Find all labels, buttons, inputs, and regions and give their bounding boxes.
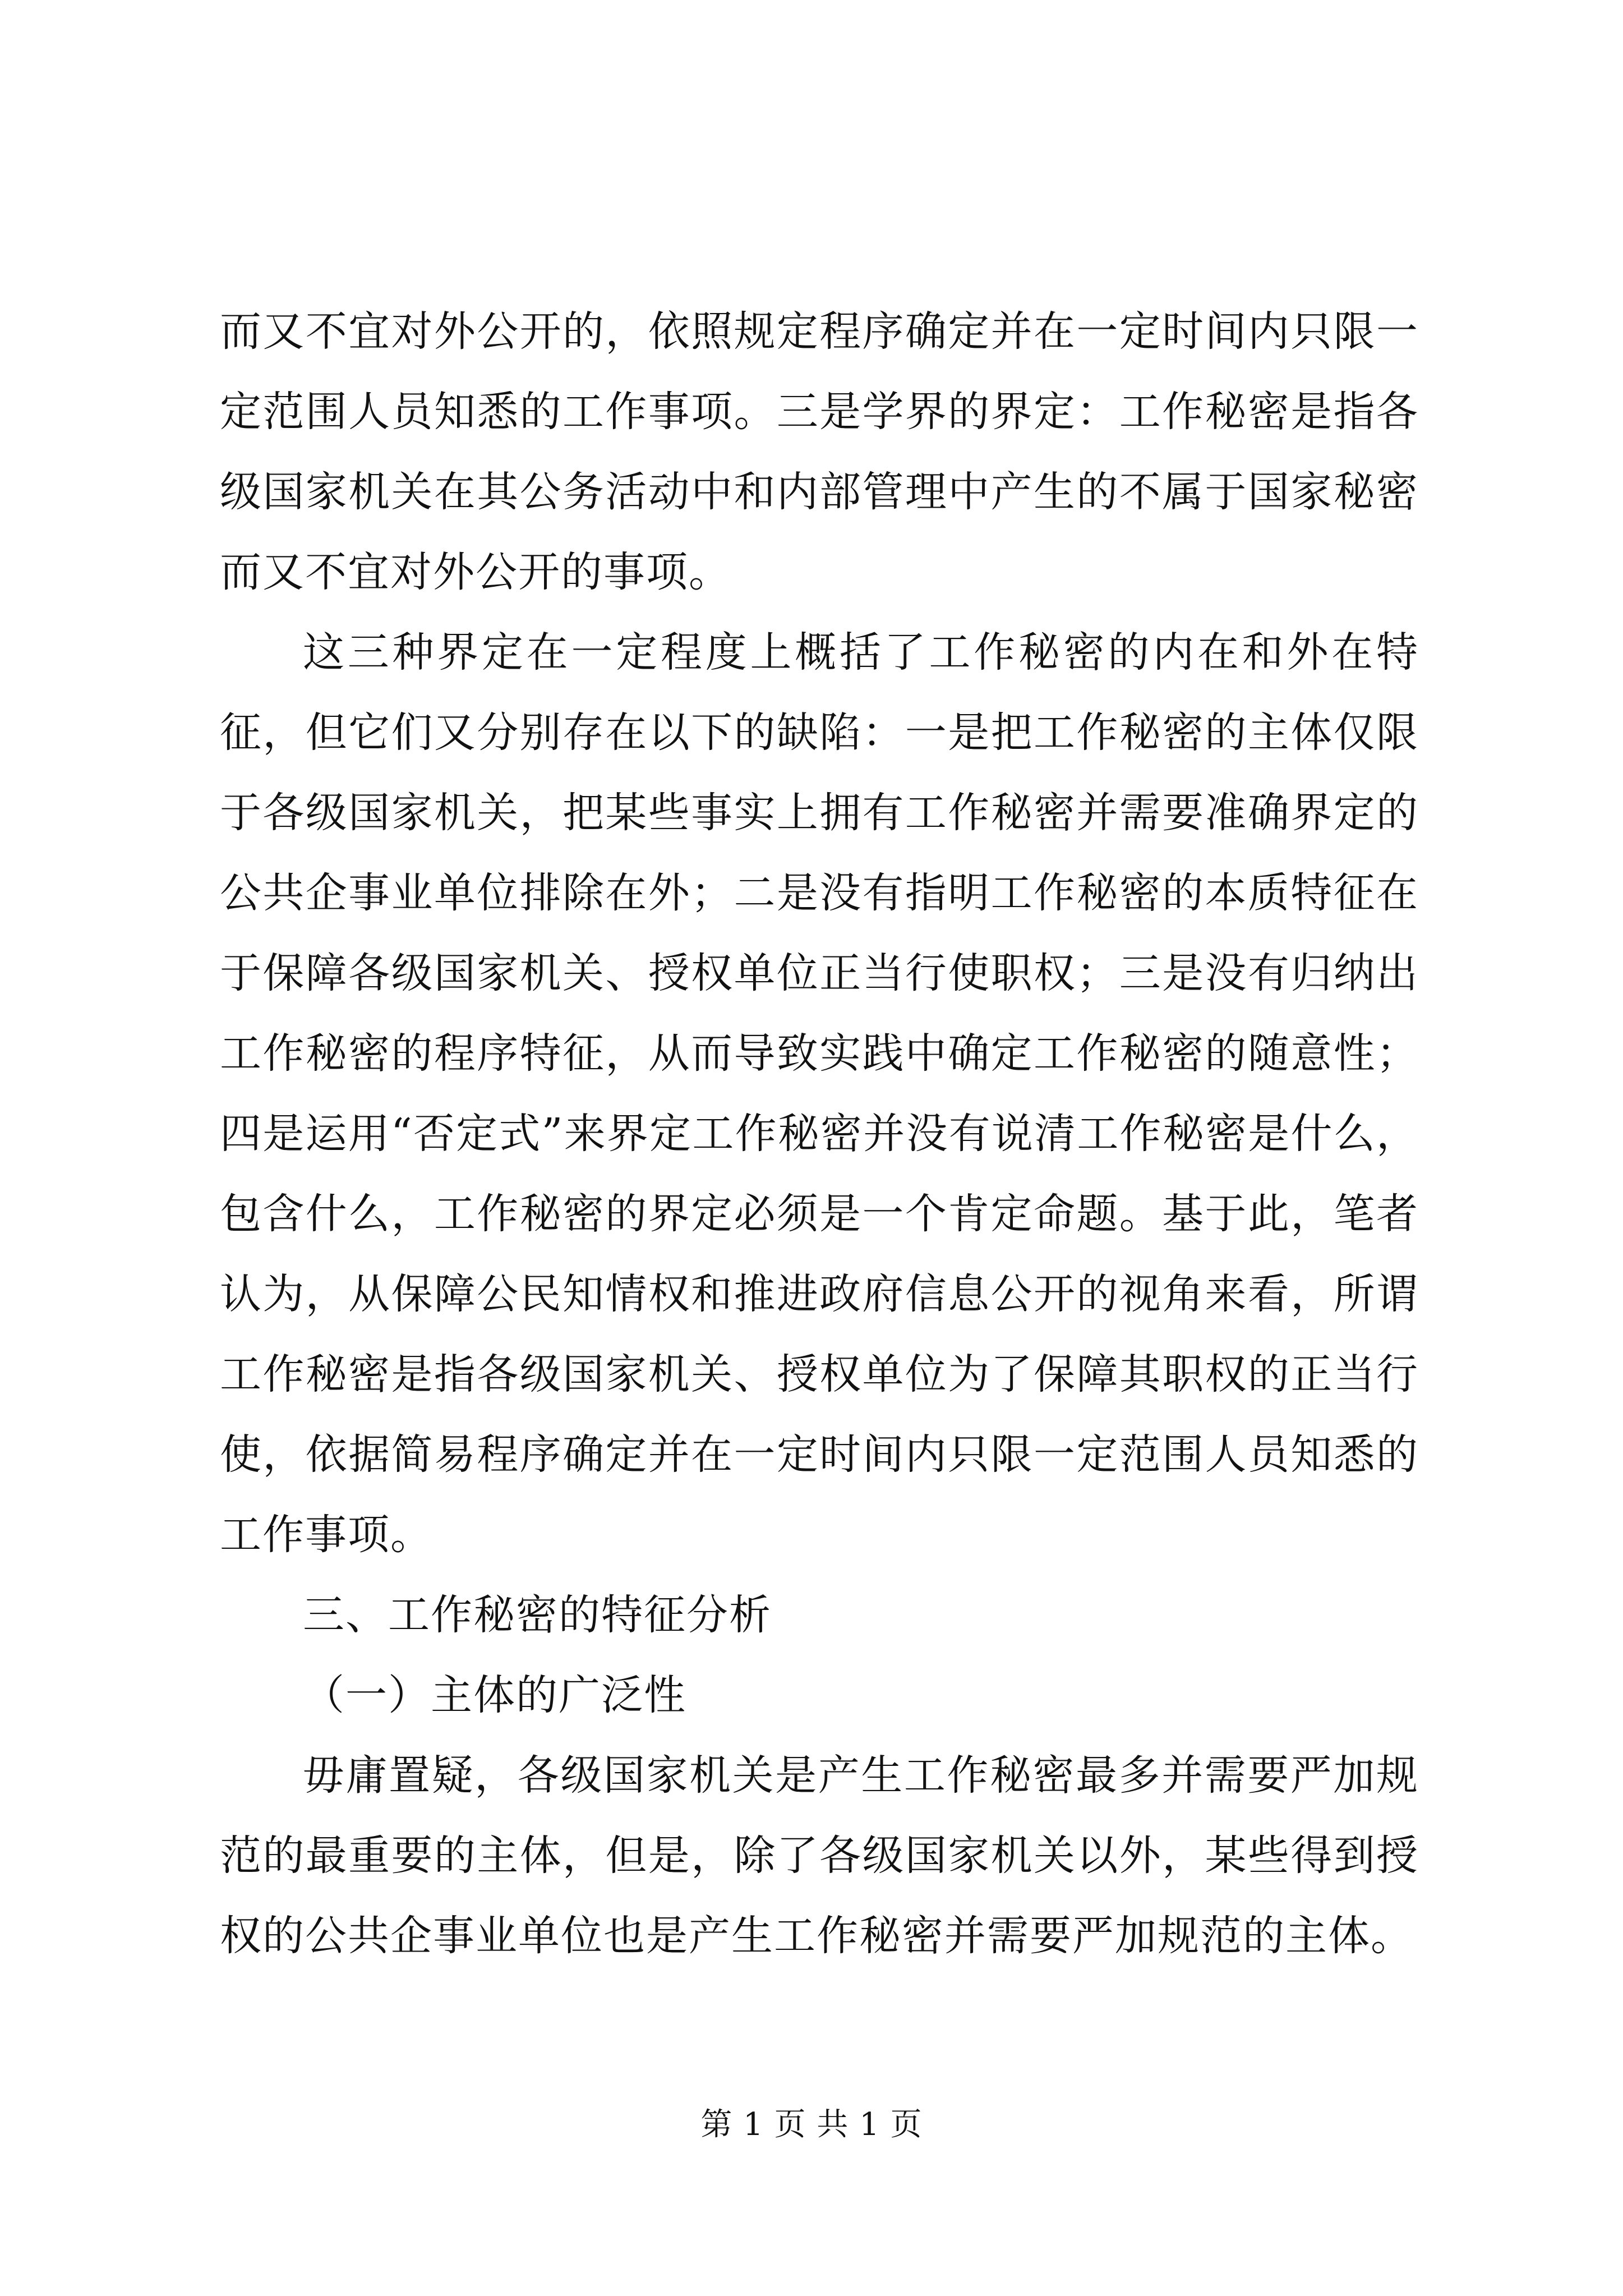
paragraph-defects-analysis: 这三种界定在一定程度上概括了工作秘密的内在和外在特征，但它们又分别存在以下的缺陷：一是把工作秘密的主体仅限于各级国家机关，把某些事实上拥有工作秘密并需要准确界定的公共企事业单位排除在外；二是没有指明工作秘密的本质特征在于保障各级国家机关、授权单位正当行使职权；三是没有归纳出工作秘密的程序特征，从而导致实践中确定工作秘密的随意性；四是运用“否定式”来界定工作秘密并没有说清工作秘密是什么，包含什么，工作秘密的界定必须是一个肯定命题。基于此，笔者认为，从保障公民知情权和推进政府信息公开的视角来看，所谓工作秘密是指各级国家机关、授权单位为了保障其职权的正当行使，依据简易程序确定并在一定时间内只限一定范围人员知悉的工作事项。 bbox=[220, 628, 1419, 1559]
section-heading: 三、工作秘密的特征分析 bbox=[303, 1591, 772, 1639]
page-footer: 第 1 页 共 1 页 bbox=[700, 2106, 923, 2143]
paragraph-subject-breadth: 毋庸置疑，各级国家机关是产生工作秘密最多并需要严加规范的最重要的主体，但是，除了各级国家机关以外，某些得到授权的公共企事业单位也是产生工作秘密并需要严加规范的主体。 bbox=[220, 1751, 1419, 1960]
document-body bbox=[220, 292, 1419, 1976]
subsection-heading: （一）主体的广泛性 bbox=[303, 1671, 686, 1719]
paragraph-continued-definition: 而又不宜对外公开的，依照规定程序确定并在一定时间内只限一定范围人员知悉的工作事项。三是学界的界定：工作秘密是指各级国家机关在其公务活动中和内部管理中产生的不属于国家秘密而又不宜对外公开的事项。 bbox=[220, 307, 1419, 596]
